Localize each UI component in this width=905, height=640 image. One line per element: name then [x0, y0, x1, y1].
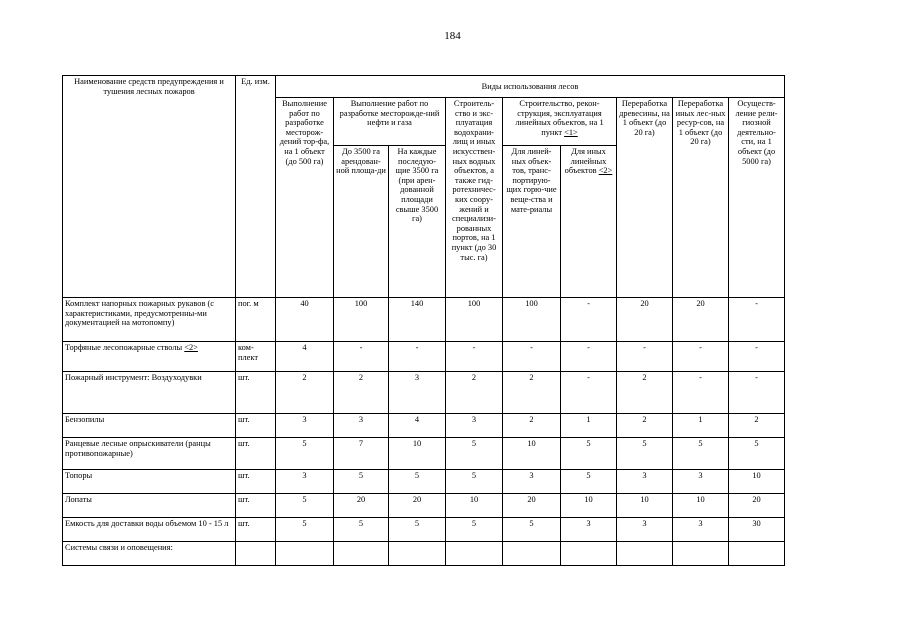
row-name-text: Ранцевые лесные опрыскиватели (ранцы противопожарные) — [65, 439, 211, 458]
row-value-cell: 3 — [334, 414, 389, 438]
row-value-cell: 100 — [334, 298, 389, 342]
row-name-text: Системы связи и оповещения: — [65, 543, 173, 552]
row-value-cell: 2 — [617, 414, 673, 438]
table-row — [63, 438, 785, 470]
footnote-ref-2[interactable]: <2> — [598, 166, 613, 176]
row-value-cell: - — [729, 372, 785, 414]
table-row — [63, 542, 785, 566]
row-value-cell: 100 — [503, 298, 561, 342]
row-value-cell: 20 — [334, 494, 389, 518]
row-value-cell: 2 — [617, 372, 673, 414]
row-value-cell: 5 — [561, 470, 617, 494]
table-row — [63, 518, 785, 542]
table-row — [63, 470, 785, 494]
row-value-cell: - — [446, 342, 503, 372]
row-value-cell: 5 — [561, 438, 617, 470]
row-name-cell — [63, 494, 236, 518]
row-value-cell: 3 — [617, 518, 673, 542]
header-group-linear-text: Строительство, рекон-струкция, эксплуатация линейных объектов, на 1 пункт — [515, 99, 604, 137]
row-value-cell: - — [503, 342, 561, 372]
row-value-cell: 1 — [673, 414, 729, 438]
row-value-cell: 20 — [729, 494, 785, 518]
row-value-cell: - — [334, 342, 389, 372]
row-value-cell: 4 — [276, 342, 334, 372]
header-col-religious: Осуществ-ление рели-гиозной деятельно-сти, на 1 объект (до 5000 га) — [729, 98, 785, 298]
header-oil-sub2: На каждые последую-щие 3500 га (при арен-дованной площади свыше 3500 га) — [389, 146, 446, 298]
row-value-cell: 5 — [334, 470, 389, 494]
row-value-cell — [503, 542, 561, 566]
header-linear-sub2-text: Для иных линейных объектов — [564, 147, 607, 176]
row-name-cell — [63, 542, 236, 566]
row-unit-cell: шт. — [236, 414, 276, 438]
row-value-cell: 5 — [276, 494, 334, 518]
row-value-cell — [446, 542, 503, 566]
row-unit-cell: шт. — [236, 494, 276, 518]
row-unit-cell: шт. — [236, 518, 276, 542]
footnote-ref-1[interactable]: <1> — [564, 127, 578, 137]
row-unit-cell: ком-плект — [236, 342, 276, 372]
row-value-cell: 3 — [561, 518, 617, 542]
row-value-cell: - — [729, 342, 785, 372]
row-value-cell: 140 — [389, 298, 446, 342]
row-name-cell — [63, 298, 236, 342]
row-name-cell — [63, 414, 236, 438]
row-value-cell: 20 — [617, 298, 673, 342]
row-value-cell: 10 — [617, 494, 673, 518]
row-value-cell: - — [617, 342, 673, 372]
row-name-cell — [63, 438, 236, 470]
table-body — [63, 298, 785, 566]
row-value-cell: 3 — [617, 470, 673, 494]
header-group-oil: Выполнение работ по разработке месторожде-ний нефти и газа — [334, 98, 446, 146]
row-value-cell: 100 — [446, 298, 503, 342]
page-number: 184 — [444, 30, 461, 42]
row-value-cell: 3 — [673, 518, 729, 542]
header-col-peat: Выполнение работ по разработке месторож-дений тор-фа, на 1 объект (до 500 га) — [276, 98, 334, 298]
header-linear-sub2 — [561, 146, 617, 298]
row-name-cell — [63, 372, 236, 414]
row-name-text: Торфяные лесопожарные стволы — [65, 343, 183, 352]
row-value-cell: 5 — [446, 470, 503, 494]
row-value-cell: 5 — [389, 518, 446, 542]
row-value-cell: 3 — [276, 470, 334, 494]
table-row — [63, 494, 785, 518]
table-row — [63, 372, 785, 414]
row-value-cell: - — [561, 298, 617, 342]
row-name-cell — [63, 470, 236, 494]
row-value-cell: 10 — [446, 494, 503, 518]
row-value-cell: 5 — [446, 518, 503, 542]
row-value-cell — [673, 542, 729, 566]
row-name-text: Бензопилы — [65, 415, 105, 424]
row-value-cell: 20 — [673, 298, 729, 342]
row-name-cell — [63, 342, 236, 372]
row-name-text: Пожарный инструмент: Воздуходувки — [65, 373, 202, 382]
row-value-cell: 2 — [446, 372, 503, 414]
row-value-cell: 3 — [503, 470, 561, 494]
row-value-cell: 5 — [729, 438, 785, 470]
header-group-title: Виды использования лесов — [276, 76, 785, 98]
row-value-cell: - — [673, 342, 729, 372]
footnote-ref[interactable]: <2> — [184, 343, 198, 352]
row-value-cell: 10 — [503, 438, 561, 470]
row-value-cell: 2 — [503, 414, 561, 438]
row-value-cell: 5 — [673, 438, 729, 470]
row-value-cell: 10 — [673, 494, 729, 518]
row-value-cell: - — [389, 342, 446, 372]
row-unit-cell: пог. м — [236, 298, 276, 342]
row-unit-cell — [236, 542, 276, 566]
row-value-cell: 7 — [334, 438, 389, 470]
row-value-cell — [561, 542, 617, 566]
row-value-cell: 10 — [561, 494, 617, 518]
header-unit-cell: Ед. изм. — [236, 76, 276, 298]
row-name-text: Емкость для доставки воды объемом 10 - 15 л — [65, 519, 229, 528]
row-value-cell: 2 — [334, 372, 389, 414]
header-group-linear — [503, 98, 617, 146]
row-name-cell — [63, 518, 236, 542]
row-value-cell: - — [673, 372, 729, 414]
row-value-cell: 2 — [503, 372, 561, 414]
row-value-cell: 5 — [617, 438, 673, 470]
header-col-water: Строитель-ство и экс-плуатация водохрани-лищ и иных искусствен-ных водных объектов, а также гид-ротехничес-ких соору-жений и специализи-рованных портов, на 1 пункт (до 30 тыс. га) — [446, 98, 503, 298]
row-value-cell: 5 — [389, 470, 446, 494]
row-value-cell: 40 — [276, 298, 334, 342]
row-value-cell: - — [561, 372, 617, 414]
row-value-cell — [389, 542, 446, 566]
row-name-text: Комплект напорных пожарных рукавов (с характеристиками, предусмотренны-ми документацией на мотопомпу) — [65, 299, 215, 328]
row-value-cell: 20 — [503, 494, 561, 518]
row-value-cell: 3 — [276, 414, 334, 438]
row-name-text: Топоры — [65, 471, 93, 480]
row-value-cell: - — [561, 342, 617, 372]
row-value-cell: 10 — [389, 438, 446, 470]
row-value-cell: 3 — [673, 470, 729, 494]
row-value-cell: 5 — [503, 518, 561, 542]
row-name-text: Лопаты — [65, 495, 92, 504]
row-value-cell: 2 — [276, 372, 334, 414]
row-value-cell — [729, 542, 785, 566]
row-value-cell — [617, 542, 673, 566]
table-row — [63, 342, 785, 372]
table-row — [63, 298, 785, 342]
row-unit-cell: шт. — [236, 372, 276, 414]
row-value-cell: 3 — [446, 414, 503, 438]
fire-equipment-table — [62, 75, 785, 566]
header-col-other: Переработка иных лес-ных ресур-сов, на 1 объект (до 20 га) — [673, 98, 729, 298]
row-unit-cell: шт. — [236, 470, 276, 494]
row-value-cell: 5 — [446, 438, 503, 470]
table-row — [63, 414, 785, 438]
row-value-cell: 5 — [334, 518, 389, 542]
row-value-cell: 5 — [276, 438, 334, 470]
row-value-cell: 3 — [389, 372, 446, 414]
header-linear-sub1: Для линей-ных объек-тов, транс-портирую-щих горю-чие веще-ства и мате-риалы — [503, 146, 561, 298]
row-value-cell: 20 — [389, 494, 446, 518]
row-value-cell — [276, 542, 334, 566]
header-row-1 — [63, 76, 785, 98]
header-col-wood: Переработка древесины, на 1 объект (до 20 га) — [617, 98, 673, 298]
row-value-cell: 1 — [561, 414, 617, 438]
row-value-cell: 30 — [729, 518, 785, 542]
header-name-cell: Наименование средств предупреждения и тушения лесных пожаров — [63, 76, 236, 298]
row-value-cell: 2 — [729, 414, 785, 438]
row-value-cell: 5 — [276, 518, 334, 542]
row-unit-cell: шт. — [236, 438, 276, 470]
row-value-cell: 4 — [389, 414, 446, 438]
header-oil-sub1: До 3500 га арендован-ной площа-ди — [334, 146, 389, 298]
row-value-cell — [334, 542, 389, 566]
row-value-cell: 10 — [729, 470, 785, 494]
row-value-cell: - — [729, 298, 785, 342]
